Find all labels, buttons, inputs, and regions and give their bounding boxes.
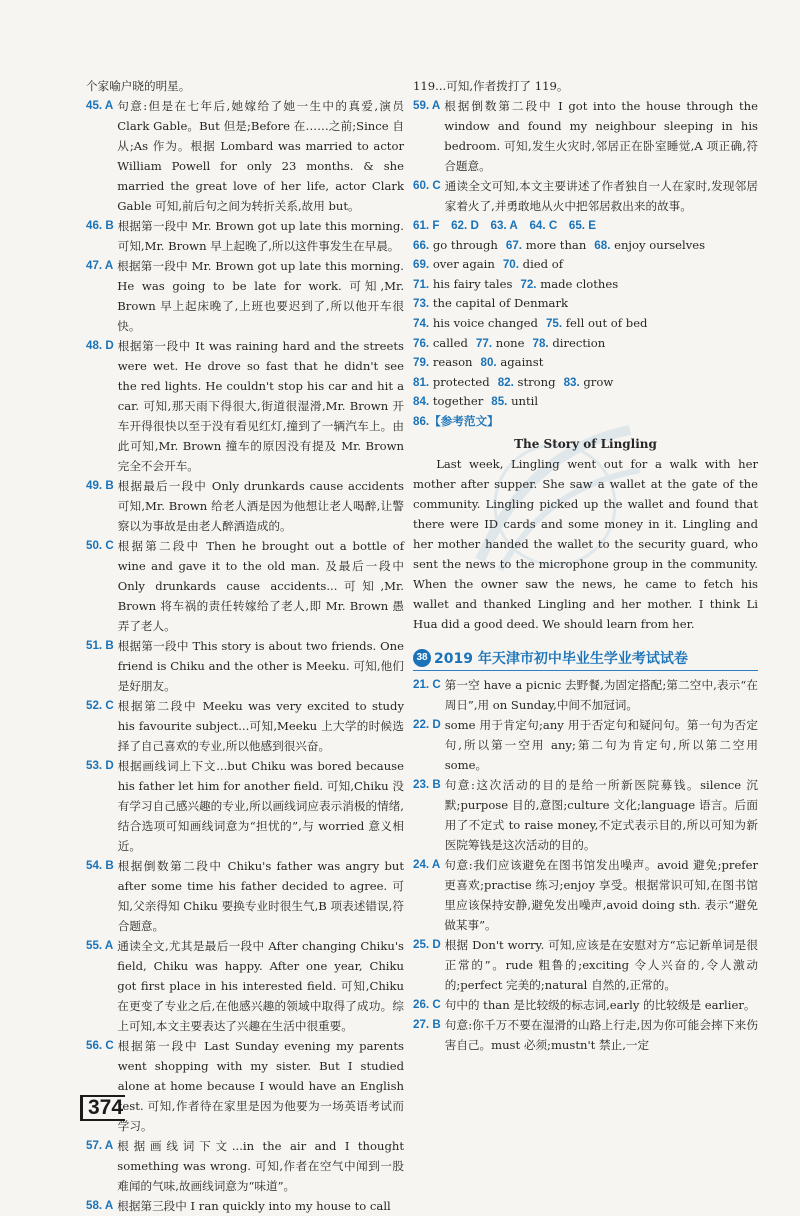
answer-item	[594, 238, 705, 252]
answer-row	[413, 392, 758, 412]
question-number: 82.	[497, 375, 514, 389]
question-number: 23. B	[413, 777, 441, 791]
answer-row	[413, 314, 758, 334]
left-answer-item	[86, 636, 404, 696]
question-number: 64. C	[529, 219, 558, 232]
answer-value: made clothes	[540, 276, 619, 291]
page-number: 374	[80, 1095, 125, 1121]
answer-row	[413, 255, 758, 275]
answer-value: his voice changed	[432, 315, 538, 330]
answer-value: fell out of bed	[565, 315, 648, 330]
left-column	[86, 76, 404, 1216]
answer-item	[498, 375, 556, 389]
answer-item	[491, 218, 522, 232]
question-number: 26. C	[413, 997, 441, 1011]
answer-row	[413, 216, 758, 236]
left-intro: 个家喻户晓的明星。	[86, 79, 191, 93]
explanation-text: 根据 Don't worry. 可知,应该是在安慰对方“忘记新单词是很正常的”。rude 粗鲁的;exciting 令人兴奋的,令人激动的;perfect 完美的;natural 自然的,正常的。	[444, 937, 758, 992]
question-number: 49. B	[86, 479, 114, 492]
left-answer-item	[86, 696, 404, 756]
question-number: 65. E	[568, 219, 596, 232]
section-answer-item	[413, 935, 758, 995]
question-number: 54. B	[86, 859, 114, 872]
answer-item	[476, 336, 525, 350]
answer-item	[481, 355, 544, 369]
explanation-text: 句意:但是在七年后,她嫁给了她一生中的真爱,演员 Clark Gable。But 但是;Before 在……之前;Since 自从;As 作为。根据 Lombard was married to actor William Powell for only 23 months. & she married the great love of her life, actor Clark Gable 可知,前后句之间为转折关系,故用 but。	[117, 99, 404, 213]
explanation-text: 根据第一段中 Mr. Brown got up late this morning. 可知,Mr. Brown 早上起晚了,所以这件事发生在早晨。	[117, 219, 404, 253]
question-number: 84.	[413, 395, 430, 409]
answer-item	[413, 375, 490, 389]
answer-item	[413, 296, 568, 310]
answer-item	[569, 218, 596, 232]
question-number: 67.	[505, 238, 523, 252]
answer-item	[413, 218, 443, 232]
question-number: 56. C	[86, 1039, 114, 1052]
section-answer-item	[413, 675, 758, 715]
question-number: 78.	[532, 336, 549, 350]
answer-item	[520, 277, 618, 291]
essay-text: Last week, Lingling went out for a walk with her mother after supper. She saw a wallet at the gate of the community. Lingling picked up the wallet and found that there were ID cards and some money in it. Lingling and her mother handed the wallet to the security guard, who sent the news to the microphone group in the community. When the owner saw the news, he came to fetch his wallet and thanked Lingling and her mother. I think Li Hua did a good deed. We should learn from her.	[413, 456, 758, 631]
answer-item	[564, 375, 614, 389]
answer-item	[413, 277, 512, 291]
question-number: 21. C	[413, 677, 441, 691]
question-number: 60. C	[413, 179, 441, 192]
right-answer-list	[413, 96, 758, 216]
question-number: 59. A	[413, 99, 441, 112]
left-answer-item	[86, 476, 404, 536]
question-number: 57. A	[86, 1139, 114, 1152]
answer-item	[413, 316, 538, 330]
explanation-text: 通读全文,尤其是最后一段中 After changing Chiku's field, Chiku was happy. After one year, Chiku got first place in his interested field. 可知,Chiku 在更变了专业之后,在他感兴趣的领域中取得了成功。综上可知,本文主要表达了兴趣在生活中很重要。	[117, 939, 404, 1033]
answer-value: none	[495, 335, 525, 350]
answer-item	[413, 355, 473, 369]
section-answer-item	[413, 715, 758, 775]
left-answer-item	[86, 1036, 404, 1136]
question-number: 46. B	[86, 219, 114, 232]
explanation-text: 第一空 have a picnic 去野餐,为固定搭配;第二空中,表示“在周日”,用 on Sunday,中间不加冠词。	[444, 677, 758, 712]
section-badge: 38	[413, 649, 431, 667]
question-number: 76.	[413, 336, 430, 350]
answer-item	[413, 394, 483, 408]
explanation-text: 根据第一段中 Last Sunday evening my parents went shopping with my sister. But I studied alone at home because I would have an English test. 可知,作者待在家里是因为他要为一场英语考试而学习。	[117, 1039, 404, 1133]
answer-item	[533, 336, 606, 350]
answer-value: grow	[583, 374, 614, 389]
left-answer-item	[86, 536, 404, 636]
explanation-text: 句意:这次活动的目的是给一所新医院募钱。silence 沉默;purpose 目的,意图;culture 文化;language 语言。后面用了不定式 to raise money,不定式表示目的,所以可知为新医院筹钱是这次活动的目的。	[444, 777, 758, 852]
question-number: 79.	[413, 356, 430, 370]
left-answer-item	[86, 1196, 404, 1216]
question-number: 75.	[545, 316, 563, 330]
explanation-text: 句意:你千万不要在湿滑的山路上行走,因为你可能会摔下来伤害自己。must 必须;mustn't 禁止,一定	[444, 1017, 758, 1052]
left-answer-item	[86, 96, 404, 216]
explanation-text: some 用于肯定句;any 用于否定句和疑问句。第一句为否定句,所以第一空用 any;第二句为肯定句,所以第二空用 some。	[444, 717, 758, 772]
explanation-text: 根据画线词上下文...but Chiku was bored because his father let him for another field. 可知,Chiku 没有学习自己感兴趣的专业,所以画线词应表示消极的情绪,结合选项可知画线词意为“担忧的”,与 worried 意义相近。	[117, 759, 404, 853]
explanation-text: 通读全文可知,本文主要讲述了作者独自一人在家时,发现邻居家着火了,并勇敢地从火中把邻居救出来的故事。	[444, 179, 758, 213]
explanation-text: 根据倒数第二段中 I got into the house through the window and found my neighbour sleeping in his bedroom. 可知,发生火灾时,邻居正在卧室睡觉,A 项正确,符合题意。	[444, 99, 758, 173]
answer-row	[413, 236, 758, 256]
question-number: 58. A	[86, 1199, 114, 1212]
answer-value: protected	[432, 374, 490, 389]
answer-value: go through	[432, 237, 498, 252]
question-number: 69.	[413, 258, 430, 272]
answer-value: enjoy ourselves	[614, 237, 706, 252]
answer-row	[413, 294, 758, 314]
question-number: 50. C	[86, 539, 114, 552]
explanation-text: 根据第一段中 Mr. Brown got up late this morning. He was going to be late for work. 可知,Mr. Brown 早上起床晚了,上班也要迟到了,所以他开车很快。	[117, 259, 404, 333]
question-number: 45. A	[86, 99, 114, 112]
answer-row	[413, 334, 758, 354]
section-answer-item	[413, 775, 758, 855]
answer-value: reason	[432, 355, 473, 370]
answer-item	[413, 257, 495, 271]
answer-value: his fairy tales	[432, 276, 513, 291]
right-answer-item	[413, 96, 758, 176]
question-number: 55. A	[86, 939, 114, 952]
section-answer-item	[413, 1015, 758, 1055]
answer-value: died of	[522, 257, 564, 272]
essay-label-row	[413, 412, 758, 432]
section-answer-item	[413, 855, 758, 935]
answer-value: called	[432, 335, 468, 350]
explanation-text: 根据第三段中 I ran quickly into my house to call	[117, 1199, 391, 1213]
question-number: 66.	[413, 238, 430, 252]
explanation-text: 根据倒数第二段中 Chiku's father was angry but after some time his father decided to agree. 可知,父亲得知 Chiku 要换专业时很生气,B 项表述错误,符合题意。	[117, 859, 404, 933]
answer-value: until	[511, 394, 539, 409]
question-number: 24. A	[413, 857, 441, 871]
explanation-text: 句意:我们应该避免在图书馆发出噪声。avoid 避免;prefer 更喜欢;practise 练习;enjoy 享受。根据常识可知,在图书馆里应该保持安静,避免发出噪声,avoid doing sth. 表示“避免做某事”。	[444, 857, 758, 932]
question-number: 52. C	[86, 699, 114, 712]
question-number: 53. D	[86, 759, 114, 772]
left-answer-item	[86, 936, 404, 1036]
explanation-text: 根据第二段中 Meeku was very excited to study his favourite subject...可知,Meeku 上大学的时候选择了自己喜欢的专业,所以他感到很兴奋。	[117, 699, 404, 753]
answer-value: strong	[517, 374, 556, 389]
section-header	[413, 648, 758, 671]
question-number: 70.	[502, 258, 519, 272]
essay-label: 86.【参考范文】	[413, 414, 499, 428]
left-answer-item	[86, 1136, 404, 1196]
left-answer-item	[86, 256, 404, 336]
question-number: 81.	[413, 375, 430, 389]
section-answer-item	[413, 995, 758, 1015]
explanation-text: 根据第二段中 Then he brought out a bottle of wine and gave it to the old man. 及最后一段中 Only drunkards cause accidents...可知,Mr. Brown 将车祸的责任转嫁给了老人,即 Mr. Brown 愚弄了老人。	[117, 539, 404, 633]
answer-value: together	[432, 394, 484, 409]
answer-row	[413, 353, 758, 373]
explanation-text: 句中的 than 是比较级的标志词,early 的比较级是 earlier。	[444, 997, 756, 1012]
section-title: 2019 年天津市初中毕业生学业考试试卷	[434, 650, 688, 667]
answer-value: the capital of Denmark	[432, 296, 569, 311]
left-answer-list	[86, 96, 404, 1216]
left-answer-item	[86, 756, 404, 856]
answer-item	[491, 394, 538, 408]
question-number: 27. B	[413, 1017, 441, 1031]
answer-value: more than	[525, 237, 587, 252]
question-number: 62. D	[451, 219, 479, 232]
explanation-text: 根据最后一段中 Only drunkards cause accidents 可知,Mr. Brown 给老人酒是因为他想让老人喝醉,让警察以为事故是由老人醉酒造成的。	[117, 479, 404, 533]
right-intro: 119...可知,作者拨打了 119。	[413, 79, 569, 93]
question-number: 68.	[594, 238, 611, 252]
short-answer-grid	[413, 216, 758, 412]
left-answer-item	[86, 336, 404, 476]
question-number: 22. D	[413, 717, 441, 731]
answer-item	[506, 238, 586, 252]
answer-row	[413, 373, 758, 393]
answer-value: over again	[432, 257, 495, 272]
question-number: 73.	[413, 297, 430, 311]
answer-item	[413, 336, 468, 350]
right-answer-item	[413, 176, 758, 216]
left-answer-item	[86, 856, 404, 936]
question-number: 71.	[413, 277, 430, 291]
answer-item	[546, 316, 648, 330]
right-column	[413, 76, 758, 1055]
question-number: 83.	[563, 375, 580, 389]
answer-item	[529, 218, 560, 232]
question-number: 80.	[480, 356, 497, 370]
question-number: 47. A	[86, 259, 114, 272]
answer-value: against	[500, 355, 544, 370]
question-number: 72.	[520, 277, 537, 291]
question-number: 25. D	[413, 937, 441, 951]
question-number: 63. A	[490, 219, 518, 232]
question-number: 61. F	[413, 219, 440, 232]
answer-item	[451, 218, 482, 232]
question-number: 48. D	[86, 339, 114, 352]
explanation-text: 根据第一段中 It was raining hard and the streets were wet. He drove so fast that he didn't see the red lights. He couldn't stop his car and hit a car. 可知,那天雨下得很大,街道很湿滑,Mr. Brown 开车开得很快以至于没有看见红灯,撞到了一辆汽车上。由此可知,Mr. Brown 撞车的原因没有提及 Mr. Brown 完全不会开车。	[117, 339, 404, 473]
question-number: 77.	[475, 336, 493, 350]
answer-value: direction	[552, 335, 606, 350]
left-answer-item	[86, 216, 404, 256]
question-number: 74.	[413, 316, 430, 330]
section-answer-list	[413, 675, 758, 1055]
question-number: 85.	[491, 395, 508, 409]
explanation-text: 根据第一段中 This story is about two friends. One friend is Chiku and the other is Meeku. 可知,他们是好朋友。	[117, 639, 404, 693]
essay-title: The Story of Lingling	[514, 436, 657, 451]
answer-item	[413, 238, 498, 252]
answer-row	[413, 275, 758, 295]
explanation-text: 根据画线词下文...in the air and I thought something was wrong. 可知,作者在空气中闻到一股难闻的气味,故画线词意为“味道”。	[117, 1139, 404, 1193]
question-number: 51. B	[86, 639, 114, 652]
answer-item	[503, 257, 563, 271]
